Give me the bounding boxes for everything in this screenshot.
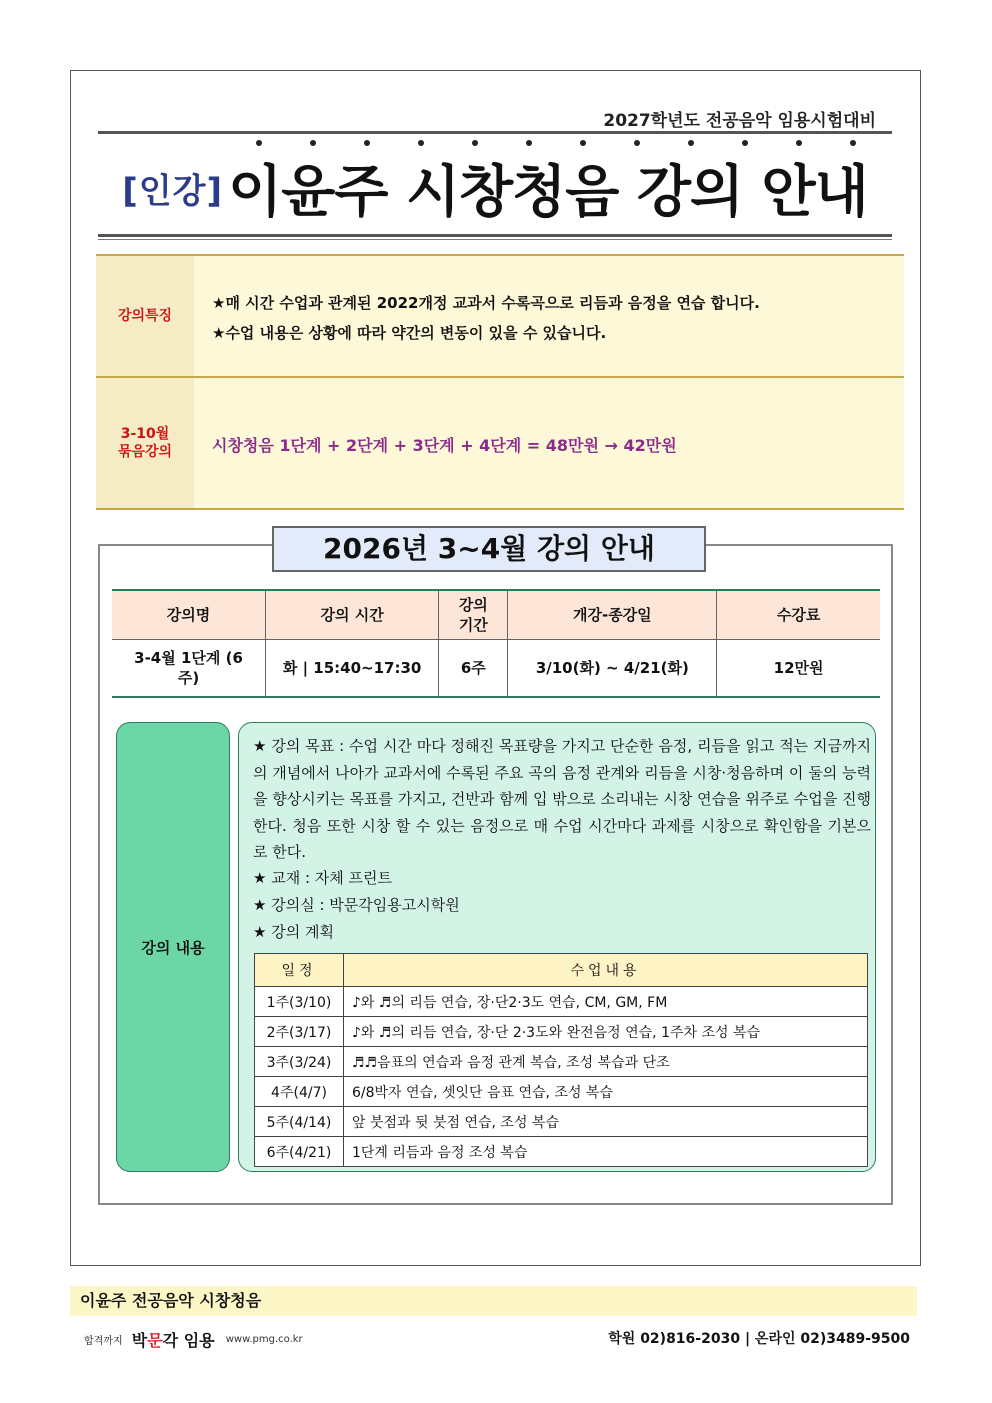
plan-desc: ♪와 ♬의 리듬 연습, 장·단2·3도 연습, CM, GM, FM (344, 987, 868, 1017)
col-header-time: 강의 시간 (266, 590, 439, 640)
table-row (112, 640, 880, 698)
lecture-schedule-table (112, 589, 880, 698)
page-title (98, 148, 892, 230)
plan-header-content: 수업내용 (344, 954, 868, 987)
title-rule-top (98, 131, 892, 134)
contact-info: 학원 02)816-2030 | 온라인 02)3489-9500 (608, 1331, 910, 1347)
cell-period: 6주 (439, 640, 508, 698)
cell-name: 3-4월 1단계 (6주) (112, 640, 266, 698)
pmg-logo (84, 1328, 303, 1351)
table-header-row (112, 590, 880, 640)
features-label: 강의특징 (96, 256, 194, 376)
bundle-label (96, 378, 194, 508)
exam-subtitle: 2027학년도 전공음악 임용시험대비 (603, 111, 876, 131)
col-header-fee: 수강료 (717, 590, 880, 640)
bundle-price: 시창청음 1단계 + 2단계 + 3단계 + 4단계 = 48만원 → 42만원 (212, 436, 677, 455)
section-title: 2026년 3~4월 강의 안내 (272, 526, 706, 572)
bundle-row (96, 378, 904, 510)
logo-url[interactable]: www.pmg.co.kr (225, 1334, 303, 1345)
table-row (255, 1107, 868, 1137)
title-rule-bottom (98, 234, 892, 237)
col-header-period: 강의 기간 (439, 590, 508, 640)
logo-tagline: 합격까지 (84, 1336, 123, 1347)
col-header-name: 강의명 (112, 590, 266, 640)
online-lecture-tag: [인강] (122, 171, 224, 212)
table-row (255, 1137, 868, 1167)
plan-week: 5주(4/14) (255, 1107, 344, 1137)
table-row (255, 1077, 868, 1107)
logo-brand: 박문각 임용 (131, 1331, 215, 1350)
cell-time: 화 | 15:40~17:30 (266, 640, 439, 698)
plan-desc: 6/8박자 연습, 셋잇단 음표 연습, 조성 복습 (344, 1077, 868, 1107)
table-row (255, 987, 868, 1017)
content-label: 강의 내용 (116, 722, 230, 1172)
bundle-label-line2: 묶음강의 (117, 444, 173, 460)
lecture-goal: ★ 강의 목표 : 수업 시간 마다 정해진 목표량을 가지고 단순한 음정, 리듬을 읽고 적는 지금까지의 개념에서 나아가 교과서에 수록된 주요 곡의 음정 관계와 리듬을 시창·청음하며 이 둘의 능력을 향상시키는 목표를 가지고, 건반과 함께 입 밖으로 소리내는 시창 연습을 위주로 수업을 진행한다. 청음 또한 시창 할 수 있는 음정으로 매 수업 시간마다 과제를 시창으로 확인함을 기본으로 한다. (253, 737, 871, 861)
plan-week: 3주(3/24) (255, 1047, 344, 1077)
plan-desc: ♬♬음표의 연습과 음정 관계 복습, 조성 복습과 단조 (344, 1047, 868, 1077)
plan-week: 2주(3/17) (255, 1017, 344, 1047)
table-row (255, 1047, 868, 1077)
feature-line: ★매 시간 수업과 관계된 2022개정 교과서 수록곡으로 리듬과 음정을 연습 합니다. (212, 294, 760, 312)
emphasis-dots (256, 140, 856, 148)
plan-desc: 1단계 리듬과 음정 조성 복습 (344, 1137, 868, 1167)
title-rule-bottom-thin (98, 239, 892, 240)
plan-desc: 앞 붓점과 뒷 붓점 연습, 조성 복습 (344, 1107, 868, 1137)
cell-fee: 12만원 (717, 640, 880, 698)
feature-line: ★수업 내용은 상황에 따라 약간의 변동이 있을 수 있습니다. (212, 324, 607, 342)
classroom-line: ★ 강의실 : 박문각임용고시학원 (253, 896, 460, 914)
plan-title: ★ 강의 계획 (253, 923, 334, 941)
col-header-dates: 개강-종강일 (508, 590, 717, 640)
plan-header-row (255, 954, 868, 987)
plan-header-week: 일정 (255, 954, 344, 987)
plan-desc: ♪와 ♬의 리듬 연습, 장·단 2·3도와 완전음정 연습, 1주차 조성 복습 (344, 1017, 868, 1047)
plan-week: 6주(4/21) (255, 1137, 344, 1167)
lecture-plan-table (254, 953, 868, 1167)
plan-week: 1주(3/10) (255, 987, 344, 1017)
table-row (255, 1017, 868, 1047)
plan-week: 4주(4/7) (255, 1077, 344, 1107)
footer-bar: 이윤주 전공음악 시창청음 (70, 1286, 917, 1316)
bundle-label-line1: 3-10월 (120, 426, 170, 442)
features-body (212, 288, 894, 348)
title-text: 이윤주 시창청음 강의 안내 (228, 160, 868, 225)
textbook-line: ★ 교재 : 자체 프린트 (253, 869, 393, 887)
cell-dates: 3/10(화) ~ 4/21(화) (508, 640, 717, 698)
content-box (238, 722, 876, 1172)
features-row (96, 254, 904, 378)
